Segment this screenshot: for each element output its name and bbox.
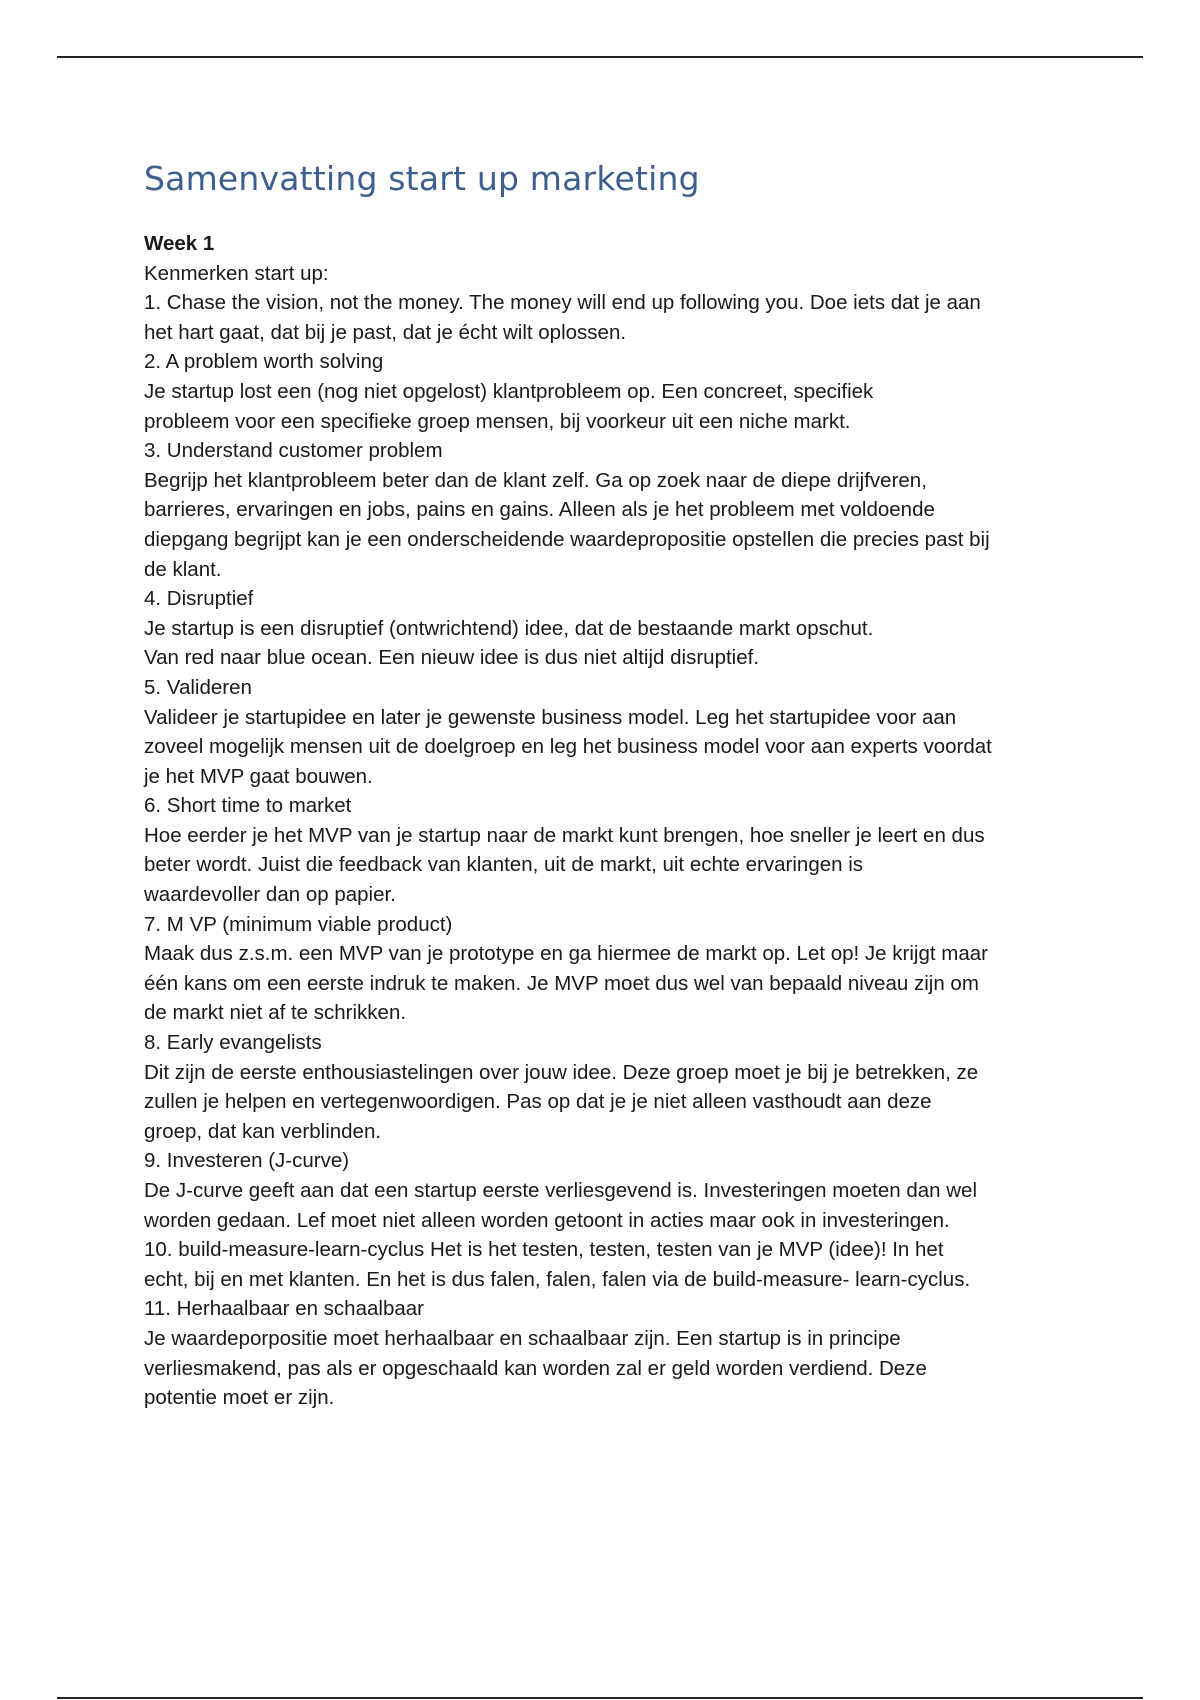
text-line: beter wordt. Juist die feedback van klanten, uit de markt, uit echte ervaringen is xyxy=(144,853,864,877)
header-rule xyxy=(57,56,1143,58)
text-line: diepgang begrijpt kan je een onderscheidende waardepropositie opstellen die precies past bij xyxy=(144,527,990,551)
text-line: Maak dus z.s.m. een MVP van je prototype en ga hiermee de markt op. Let op! Je krijgt maar xyxy=(144,942,988,966)
text-line: Je waardeporpositie moet herhaalbaar en schaalbaar zijn. Een startup is in principe xyxy=(144,1326,901,1350)
text-line: je het MVP gaat bouwen. xyxy=(144,764,373,788)
text-line: 6. Short time to market xyxy=(144,794,352,818)
text-line: 3. Understand customer problem xyxy=(144,439,443,463)
text-line: Van red naar blue ocean. Een nieuw idee is dus niet altijd disruptief. xyxy=(144,646,760,670)
text-line: Dit zijn de eerste enthousiastelingen over jouw idee. Deze groep moet je bij je betrekken, ze xyxy=(144,1060,979,1084)
text-line: één kans om een eerste indruk te maken. Je MVP moet dus wel van bepaald niveau zijn om xyxy=(144,971,979,995)
text-line: 7. M VP (minimum viable product) xyxy=(144,912,453,936)
text-line: het hart gaat, dat bij je past, dat je écht wilt oplossen. xyxy=(144,320,627,344)
text-line: worden gedaan. Lef moet niet alleen worden getoont in acties maar ook in investeringen. xyxy=(144,1208,950,1232)
text-line: Je startup lost een (nog niet opgelost) klantprobleem op. Een concreet, specifiek xyxy=(144,379,874,403)
text-line: 10. build-measure-learn-cyclus Het is het testen, testen, testen van je MVP (idee)! In het xyxy=(144,1238,944,1262)
text-line: Kenmerken start up: xyxy=(144,261,329,285)
week-heading: Week 1 xyxy=(144,232,215,255)
text-lines xyxy=(144,259,1064,1413)
text-line: Valideer je startupidee en later je gewenste business model. Leg het startupidee voor aan xyxy=(144,705,957,729)
text-line: zoveel mogelijk mensen uit de doelgroep en leg het business model voor aan experts voordat xyxy=(144,735,992,759)
text-line: 11. Herhaalbaar en schaalbaar xyxy=(144,1297,424,1321)
text-line: verliesmakend, pas als er opgeschaald kan worden zal er geld worden verdiend. Deze xyxy=(144,1356,927,1380)
text-line: 5. Valideren xyxy=(144,675,252,699)
text-line: zullen je helpen en vertegenwoordigen. Pas op dat je je niet alleen vasthoudt aan deze xyxy=(144,1090,932,1114)
text-line: de klant. xyxy=(144,557,222,581)
text-line: barrieres, ervaringen en jobs, pains en gains. Alleen als je het probleem met voldoende xyxy=(144,498,935,522)
text-line: groep, dat kan verblinden. xyxy=(144,1119,382,1143)
text-line: Begrijp het klantprobleem beter dan de klant zelf. Ga op zoek naar de diepe drijfveren, xyxy=(144,468,927,492)
text-line: Hoe eerder je het MVP van je startup naar de markt kunt brengen, hoe sneller je leert en dus xyxy=(144,823,985,847)
text-line: potentie moet er zijn. xyxy=(144,1386,335,1410)
text-line: De J-curve geeft aan dat een startup eerste verliesgevend is. Investeringen moeten dan wel xyxy=(144,1179,978,1202)
text-line: echt, bij en met klanten. En het is dus falen, falen, falen via de build-measure- learn-cyclus. xyxy=(144,1267,971,1291)
text-line: probleem voor een specifieke groep mensen, bij voorkeur uit een niche markt. xyxy=(144,409,851,433)
text-line: 4. Disruptief xyxy=(144,587,254,611)
document-title: Samenvatting start up marketing xyxy=(144,159,700,198)
text-line: 9. Investeren (J-curve) xyxy=(144,1149,350,1173)
text-line: 8. Early evangelists xyxy=(144,1031,322,1055)
text-line: 2. A problem worth solving xyxy=(144,350,384,374)
text-line: waardevoller dan op papier. xyxy=(144,883,396,907)
text-line: de markt niet af te schrikken. xyxy=(144,1001,407,1025)
document-body xyxy=(144,158,1064,1413)
text-line: 1. Chase the vision, not the money. The money will end up following you. Doe iets dat je aan xyxy=(144,291,981,315)
footer-rule xyxy=(57,1697,1143,1699)
text-line: Je startup is een disruptief (ontwrichtend) idee, dat de bestaande markt opschut. xyxy=(144,616,874,640)
